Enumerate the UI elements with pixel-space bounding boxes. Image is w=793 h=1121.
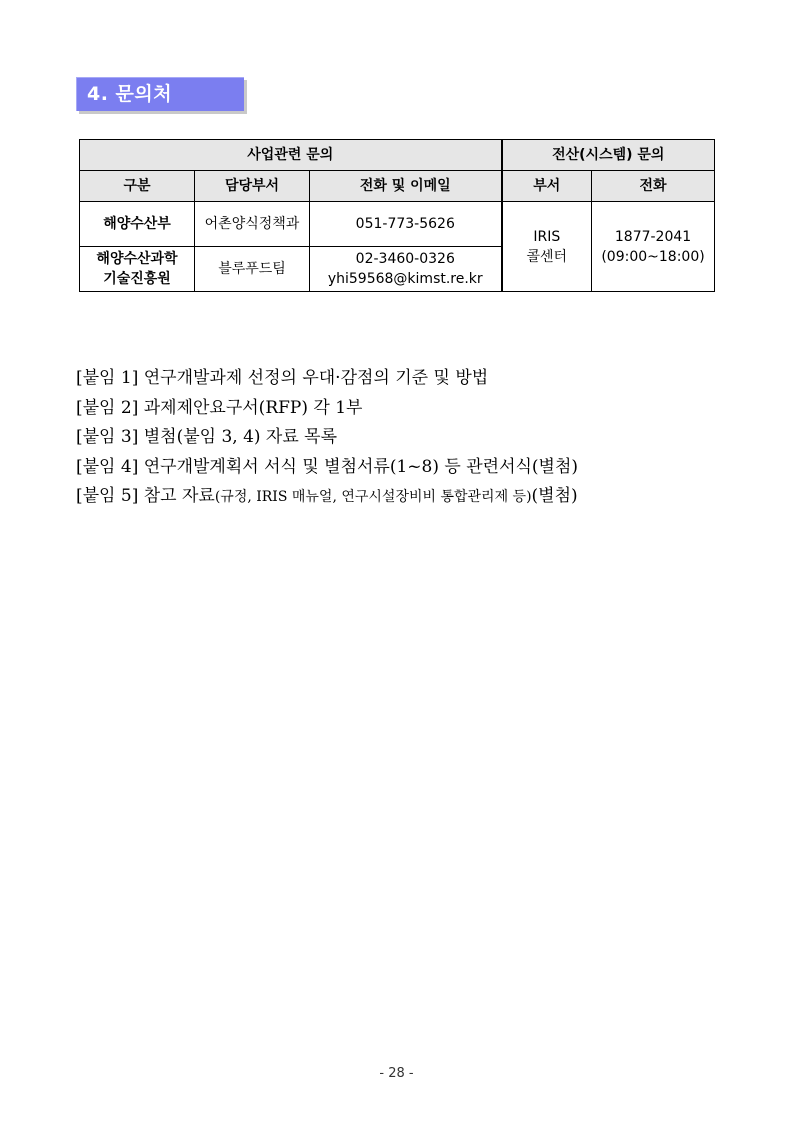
attachment-item-prefix: [붙임 5] 참고 자료: [76, 486, 215, 506]
system-phone-hours: (09:00~18:00): [601, 248, 705, 265]
attachment-list: [76, 364, 578, 512]
system-department-line2: 콜센터: [526, 248, 568, 265]
system-department-line1: IRIS: [533, 228, 561, 245]
column-header-category: 구분: [80, 171, 195, 202]
attachment-item-detail: (규정, IRIS 매뉴얼, 연구시설장비비 통합관리제 등): [214, 489, 532, 505]
contact-table: [79, 139, 715, 292]
email-address: yhi59568@kimst.re.kr: [327, 271, 483, 287]
org-line2: 기술진흥원: [103, 271, 171, 287]
org-cell: [80, 247, 195, 292]
org-cell: 해양수산부: [80, 202, 195, 247]
attachment-item: [붙임 1] 연구개발과제 선정의 우대·감점의 기준 및 방법: [76, 368, 489, 388]
section-heading-box: [76, 77, 244, 111]
department-cell: 어촌양식정책과: [195, 202, 310, 247]
column-header-system-department: 부서: [502, 171, 592, 202]
column-header-department: 담당부서: [195, 171, 310, 202]
system-phone-cell: [592, 202, 715, 292]
attachment-item: [붙임 3] 별첨(붙임 3, 4) 자료 목록: [76, 427, 338, 447]
system-phone-number: 1877-2041: [614, 228, 692, 245]
section-heading: 4. 문의처: [87, 83, 173, 105]
table-row: [80, 202, 715, 247]
phone-number: 02-3460-0326: [355, 251, 455, 267]
column-header-phone-email: 전화 및 이메일: [310, 171, 502, 202]
department-cell: 블루푸드팀: [195, 247, 310, 292]
business-inquiry-header: 사업관련 문의: [80, 140, 502, 171]
page-number: - 28 -: [379, 1066, 414, 1081]
phone-cell: 051-773-5626: [310, 202, 502, 247]
org-line1: 해양수산과학: [96, 251, 178, 267]
attachment-item: [붙임 4] 연구개발계획서 서식 및 별첨서류(1~8) 등 관련서식(별첨): [76, 456, 579, 477]
attachment-item-suffix: (별첨): [531, 486, 578, 506]
phone-email-cell: [310, 247, 502, 292]
system-department-cell: [502, 202, 592, 292]
attachment-item: [붙임 2] 과제제안요구서(RFP) 각 1부: [76, 397, 363, 418]
column-header-system-phone: 전화: [592, 171, 715, 202]
attachment-item: [76, 482, 578, 512]
system-inquiry-header: 전산(시스템) 문의: [502, 140, 715, 171]
